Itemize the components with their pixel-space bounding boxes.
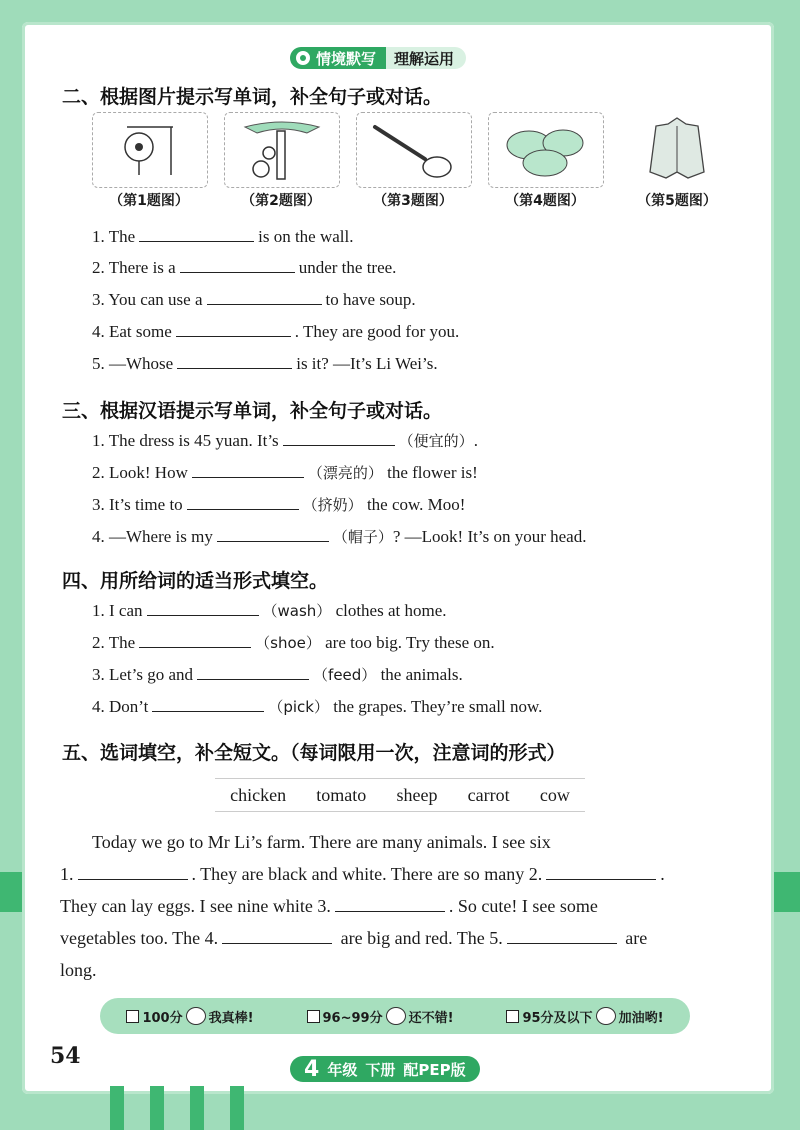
score-100-label: 100分: [142, 1010, 183, 1026]
s3-line-1: [92, 430, 478, 451]
header-right: 理解运用: [386, 47, 466, 69]
para-text-5: . So cute! I see some: [448, 896, 598, 916]
picture-tree-bike: [224, 112, 340, 188]
s4-4-post: the grapes. They’re small now.: [333, 697, 543, 716]
para-text-9: long.: [60, 960, 97, 980]
section-header-pill: [290, 47, 466, 69]
s3-2-pre: 2. Look! How: [92, 463, 188, 482]
s2-2-blank[interactable]: [180, 258, 295, 273]
s3-4-pre: 4. —Where is my: [92, 527, 213, 546]
s3-3-pre: 3. It’s time to: [92, 495, 183, 514]
score-95-below: [506, 1007, 663, 1026]
cheer-face-icon: [596, 1007, 616, 1025]
page-number: 54: [50, 1043, 81, 1069]
s2-4-post: . They are good for you.: [294, 322, 460, 341]
para-text-4: They can lay eggs. I see nine white: [60, 896, 313, 916]
score-100-text: 我真棒!: [208, 1010, 254, 1026]
word-cow: cow: [539, 784, 570, 805]
picture-jacket: [620, 112, 734, 186]
self-score-bar: [100, 998, 690, 1034]
s4-4-hint: （pick）: [268, 698, 329, 716]
potato-icon: [489, 113, 603, 187]
s2-3-pre: 3. You can use a: [92, 290, 203, 309]
word-tomato: tomato: [316, 784, 367, 805]
s4-line-1: [92, 600, 447, 621]
s4-4-blank[interactable]: [152, 697, 264, 712]
para-text-2: . They are black and white. There are so many: [191, 864, 525, 884]
side-tab-right: [770, 872, 800, 912]
decorative-stripes: [110, 1086, 244, 1130]
s3-line-3: [92, 494, 465, 515]
s3-4-blank[interactable]: [217, 527, 329, 542]
s2-5-post: is it? —It’s Li Wei’s.: [296, 354, 438, 373]
blank-num-5: 5.: [489, 928, 503, 948]
s3-1-post: .: [473, 431, 478, 450]
s2-line-3: [92, 290, 416, 310]
s3-line-4: [92, 526, 586, 547]
score-96-99-label: 96~99分: [322, 1010, 383, 1026]
section-3-title: 三、根据汉语提示写单词，补全句子或对话。: [62, 400, 443, 422]
pic-label-1: （第1题图）: [109, 193, 189, 209]
happy-face-icon: [186, 1007, 206, 1025]
para-blank-5[interactable]: [507, 929, 617, 944]
score-100: [126, 1007, 253, 1026]
s2-2-post: under the tree.: [298, 258, 397, 277]
score-96-99-text: 还不错!: [408, 1010, 454, 1026]
s4-line-2: [92, 632, 495, 653]
s4-1-post: clothes at home.: [335, 601, 447, 620]
blank-num-3: 3.: [317, 896, 331, 916]
s3-2-post: the flower is!: [387, 463, 478, 482]
s4-4-pre: 4. Don’t: [92, 697, 149, 716]
grade-label: 年级: [327, 1060, 358, 1079]
jacket-icon: [620, 112, 734, 186]
s2-4-blank[interactable]: [176, 322, 291, 337]
s3-1-pre: 1. The dress is 45 yuan. It’s: [92, 431, 279, 450]
s4-2-blank[interactable]: [139, 633, 251, 648]
checkbox-100[interactable]: [126, 1010, 139, 1023]
s2-3-blank[interactable]: [207, 290, 322, 305]
s3-1-blank[interactable]: [283, 431, 395, 446]
s4-3-hint: （feed）: [313, 666, 377, 684]
s2-line-5: [92, 354, 438, 374]
s2-1-post: is on the wall.: [258, 227, 354, 246]
s3-1-hint: （便宜的）: [398, 432, 474, 450]
picture-spoon: [356, 112, 472, 188]
pic-label-3: （第3题图）: [373, 193, 453, 209]
header-left-label: 情境默写: [316, 49, 377, 68]
section-5-title: 五、选词填空，补全短文。（每词限用一次，注意词的形式）: [62, 742, 566, 764]
blank-num-2: 2.: [528, 864, 543, 884]
para-blank-4[interactable]: [222, 929, 332, 944]
s2-5-blank[interactable]: [177, 354, 292, 369]
pic-label-4: （第4题图）: [505, 193, 585, 209]
s4-1-pre: 1. I can: [92, 601, 143, 620]
s3-line-2: [92, 462, 478, 483]
para-text-7: are big and red. The: [340, 928, 485, 948]
fan-icon: [93, 113, 207, 187]
para-blank-2[interactable]: [546, 865, 656, 880]
s3-2-hint: （漂亮的）: [307, 464, 383, 482]
s4-1-hint: （wash）: [262, 602, 332, 620]
s4-2-pre: 2. The: [92, 633, 136, 652]
s2-line-2: [92, 258, 396, 278]
section-2-title: 二、根据图片提示写单词，补全句子或对话。: [62, 86, 443, 108]
s2-5-pre: 5. —Whose: [92, 354, 174, 373]
para-text-1: Today we go to Mr Li’s farm. There are many animals. I see six: [92, 832, 551, 852]
s2-1-pre: 1. The: [92, 227, 136, 246]
header-left: [290, 47, 386, 69]
edition-label: 配PEP版: [403, 1060, 466, 1079]
s3-3-post: the cow. Moo!: [366, 495, 466, 514]
s4-line-3: [92, 664, 463, 685]
s4-2-post: are too big. Try these on.: [325, 633, 495, 652]
s2-4-pre: 4. Eat some: [92, 322, 172, 341]
picture-potatoes: [488, 112, 604, 188]
word-bank: [215, 778, 585, 812]
pic-label-5: （第5题图）: [637, 193, 717, 209]
smile-face-icon: [386, 1007, 406, 1025]
grade-pill: [290, 1056, 480, 1082]
score-96-99: [307, 1007, 454, 1026]
word-chicken: chicken: [230, 784, 287, 805]
word-sheep: sheep: [396, 784, 438, 805]
s2-2-pre: 2. There is a: [92, 258, 176, 277]
tree-icon: [225, 113, 339, 187]
s3-3-blank[interactable]: [187, 495, 299, 510]
grade-number: 4: [304, 1056, 320, 1082]
s4-line-4: [92, 696, 542, 717]
s2-line-1: [92, 227, 354, 247]
picture-fan: [92, 112, 208, 188]
s3-2-blank[interactable]: [192, 463, 304, 478]
s3-4-post: ? —Look! It’s on your head.: [392, 527, 587, 546]
para-text-8: are: [625, 928, 648, 948]
target-icon: [296, 51, 310, 65]
s3-3-hint: （挤奶）: [302, 496, 363, 514]
s2-1-blank[interactable]: [139, 227, 254, 242]
pic-label-2: （第2题图）: [241, 193, 321, 209]
para-blank-3[interactable]: [335, 897, 445, 912]
s3-4-hint: （帽子）: [332, 528, 393, 546]
s4-3-blank[interactable]: [197, 665, 309, 680]
para-text-6: vegetables too. The: [60, 928, 201, 948]
word-carrot: carrot: [467, 784, 510, 805]
s4-3-post: the animals.: [380, 665, 463, 684]
checkbox-95-below[interactable]: [506, 1010, 519, 1023]
term-label: 下册: [365, 1060, 396, 1079]
score-95-label: 95分及以下: [522, 1010, 593, 1026]
section-4-title: 四、用所给词的适当形式填空。: [62, 570, 329, 592]
para-text-3: .: [660, 864, 665, 884]
s4-3-pre: 3. Let’s go and: [92, 665, 194, 684]
blank-num-4: 4.: [204, 928, 219, 948]
spoon-icon: [357, 113, 471, 187]
s4-2-hint: （shoe）: [255, 634, 321, 652]
score-95-text: 加油哟!: [618, 1010, 664, 1026]
cloze-paragraph: [60, 826, 740, 986]
s2-3-post: to have soup.: [325, 290, 416, 309]
s2-line-4: [92, 322, 459, 342]
s4-1-blank[interactable]: [147, 601, 259, 616]
para-blank-1[interactable]: [78, 865, 188, 880]
blank-num-1: 1.: [60, 864, 74, 884]
checkbox-96-99[interactable]: [307, 1010, 320, 1023]
